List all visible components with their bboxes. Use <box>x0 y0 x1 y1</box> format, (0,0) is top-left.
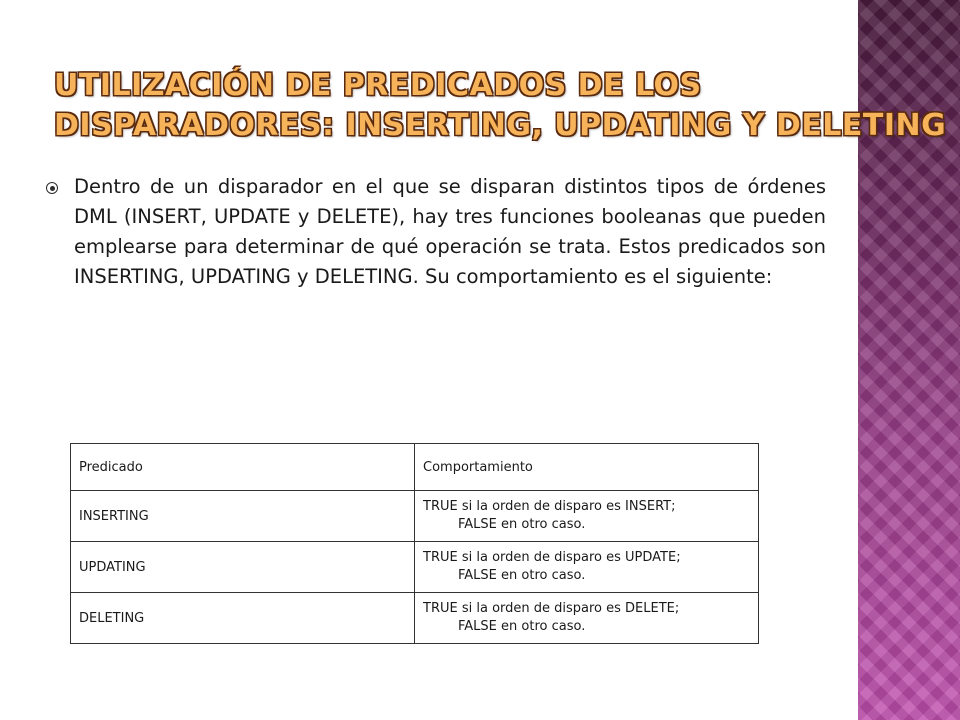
behavior-cell <box>415 491 759 542</box>
behavior-line-1: TRUE si la orden de disparo es UPDATE; <box>423 550 681 565</box>
behavior-line-2: FALSE en otro caso. <box>458 517 586 532</box>
behavior-line-1: TRUE si la orden de disparo es DELETE; <box>423 601 680 616</box>
behavior-line-2: FALSE en otro caso. <box>458 619 586 634</box>
predicate-cell: INSERTING <box>71 491 415 542</box>
table-row <box>71 491 759 542</box>
behavior-line-1: TRUE si la orden de disparo es INSERT; <box>423 499 676 514</box>
table-row <box>71 593 759 644</box>
table-row <box>71 542 759 593</box>
behavior-cell <box>415 593 759 644</box>
slide-title-line-1: UTILIZACIÓN DE PREDICADOS DE LOS <box>54 68 702 103</box>
behavior-cell <box>415 542 759 593</box>
predicate-cell: DELETING <box>71 593 415 644</box>
column-header-predicado: Predicado <box>71 444 415 491</box>
predicate-cell: UPDATING <box>71 542 415 593</box>
slide-title <box>54 66 947 146</box>
bullet-item <box>46 172 826 292</box>
predicates-table <box>70 443 759 644</box>
bullet-text: Dentro de un disparador en el que se disparan distintos tipos de órdenes DML (INSERT, UPDATE y DELETE), hay tres funciones booleanas que pueden emplearse para determinar de qué operación se trata. Estos predicados son INSERTING, UPDATING y DELETING. Su comportamiento es el siguiente: <box>74 175 826 288</box>
column-header-comportamiento: Comportamiento <box>415 444 759 491</box>
behavior-line-2: FALSE en otro caso. <box>458 568 586 583</box>
table-header-row <box>71 444 759 491</box>
circle-bullet-icon <box>46 182 58 194</box>
slide-title-line-2: DISPARADORES: INSERTING, UPDATING Y DELETING <box>54 108 947 143</box>
